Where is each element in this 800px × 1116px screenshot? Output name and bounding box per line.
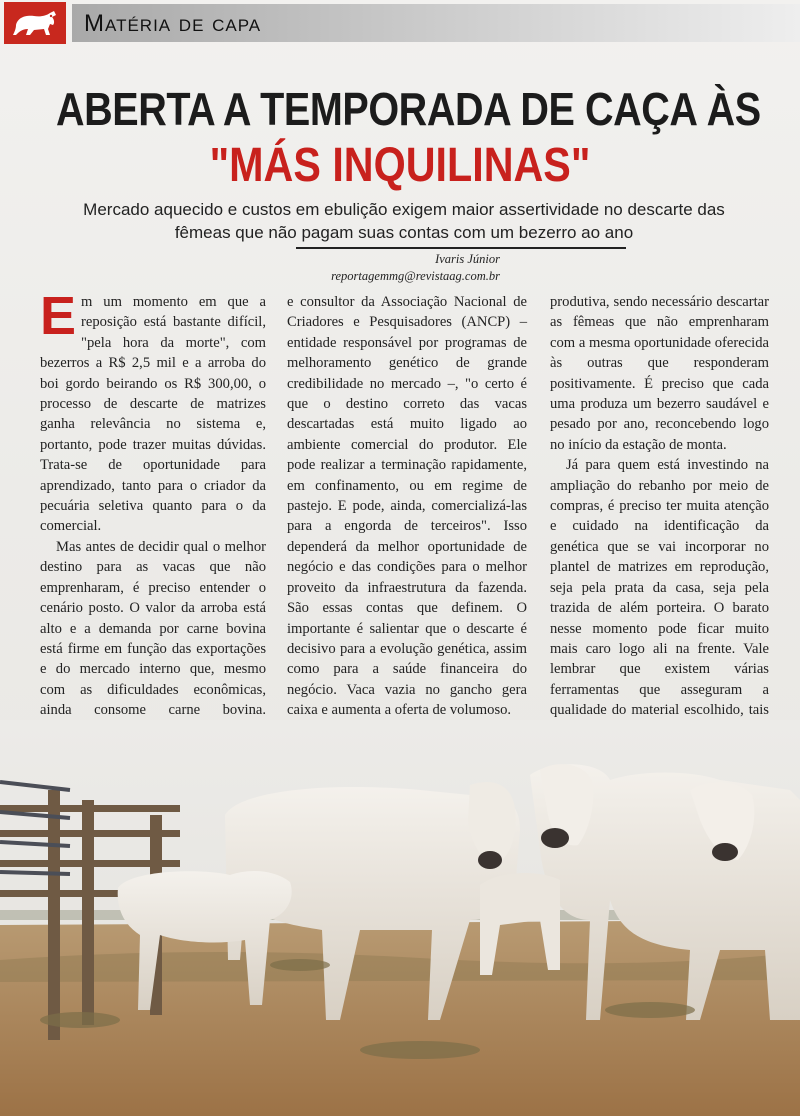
section-header — [0, 0, 800, 46]
section-logo — [4, 2, 66, 44]
paragraph: Mas antes de decidir qual o melhor destino para as vacas que não emprenharam, é preciso entender o cenário posto. O valor da arroba está alto e a demanda por carne bovina está firme em função das exportações e do mercado interno que, mesmo com as dificuldades econômicas, ainda consome carne bovina. — [40, 538, 266, 719]
headline-line2: "MÁS INQUILINAS" — [209, 139, 591, 192]
paragraph: produtiva, sendo necessário descartar as fêmeas que não emprenharam com a mesma oportunidade oferecida às outras que responderam positivamente. É preciso que cada uma produza um bezerro saudável e pesado por ano, reconcebendo logo no início da estação de monta. — [550, 294, 769, 453]
dropcap: E — [40, 286, 77, 346]
divider — [296, 247, 626, 249]
section-label-bar — [72, 4, 800, 42]
section-label: Matéria de capa — [84, 10, 262, 37]
paragraph: Já para quem está investindo na ampliação do rebanho por meio de compras, é preciso ter muita atenção e cuidado na identificação da genética que se vai incorporar no plantel de matrizes em reprodução, seja pela prata da casa, seja pela trazida de além porteira. O barato nesse momento pode ficar muito mais caro logo ali na frente. Vale lembrar que existem várias ferramentas que asseguram a qualidade do material escolhido, tais — [550, 457, 769, 719]
subtitle: Mercado aquecido e custos em ebulição exigem maior assertividade no descarte das fêmeas que não pagam suas contas com um bezerro ao ano — [83, 200, 725, 242]
byline — [300, 251, 500, 285]
author-name: Ivaris Júnior — [435, 252, 500, 266]
paragraph: e consultor da Associação Nacional de Criadores e Pesquisadores (ANCP) – entidade responsável por programas de melhoramento genético de grande credibilidade no mercado –, "o certo é que o destino correto das vacas descartadas está muito ligado ao ambiente comercial do produtor. Ele pode realizar a terminação rapidamente, em confinamento, ou em regime de pastejo. E pode, ainda, comercializá-las para a engorda de terceiros". Isso dependerá da melhor oportunidade de negócio e das condições para o melhor proveito da infraestrutura da fazenda. São essas contas que definem. O importante é salientar que o descarte é decisivo para a evolução genética, assim como para a saúde financeira do negócio. Vaca vazia no gancho gera caixa e aumenta a oferta de volumoso. — [287, 294, 527, 719]
bull-icon — [10, 7, 60, 39]
author-email: reportagemmg@revistaag.com.br — [331, 269, 500, 283]
paragraph: Em um momento em que a reposição está bastante difícil, "pela hora da morte", com bezerros a R$ 2,5 mil e a arroba do boi gordo beirando os R$ 300,00, o processo de descarte de matrizes ganha relevância no sistema e, portanto, pode trazer muitas dúvidas. Trata-se de oportunidade para aprendizado, tanto para o criador da pecuária seletiva quanto para o da comercial. — [40, 286, 266, 535]
cattle-photo — [0, 720, 800, 1116]
headline-line1: ABERTA A TEMPORADA DE CAÇA ÀS — [56, 83, 761, 135]
